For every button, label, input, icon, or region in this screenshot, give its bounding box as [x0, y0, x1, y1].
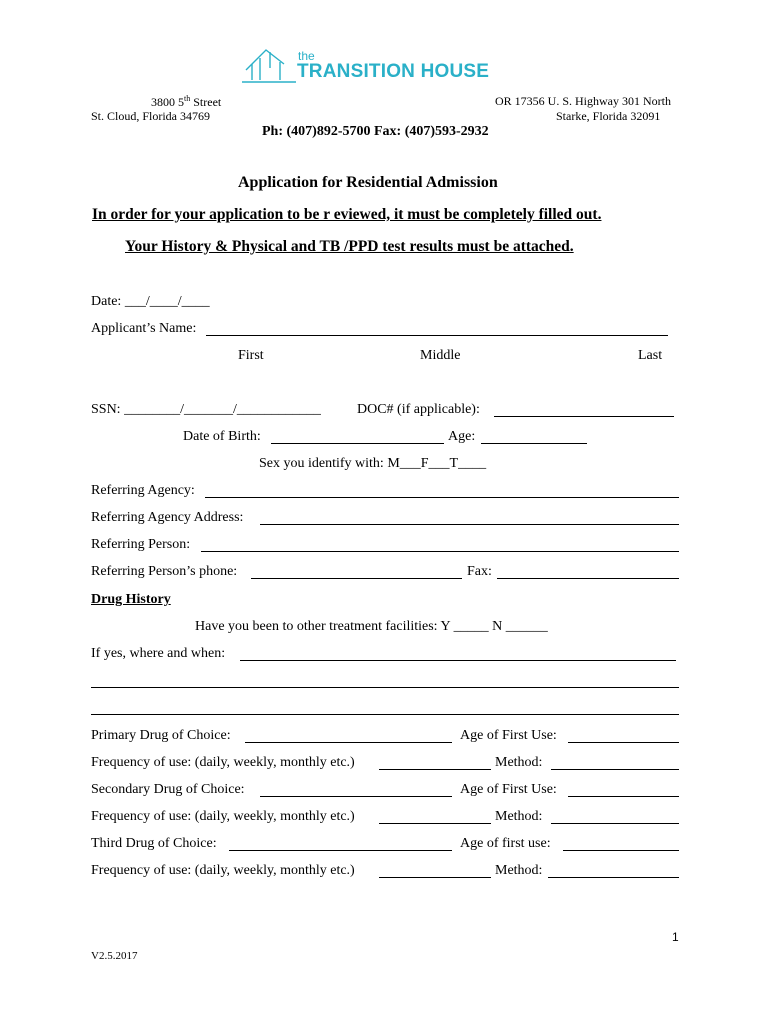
referring-agency-line[interactable] [205, 483, 679, 498]
fax-line[interactable] [497, 564, 679, 579]
age-first-use-2-label: Age of First Use: [460, 782, 557, 797]
frequency-1-label: Frequency of use: (daily, weekly, monthly etc.) [91, 755, 355, 770]
method-3-line[interactable] [548, 863, 679, 878]
page-number: 1 [672, 930, 679, 944]
age-label: Age: [448, 429, 476, 444]
ssn-field[interactable]: SSN: ________/_______/____________ [91, 402, 321, 417]
age-first-use-3-line[interactable] [563, 836, 679, 851]
age-first-use-2-line[interactable] [568, 782, 679, 797]
primary-drug-line[interactable] [245, 728, 452, 743]
logo-small-text: the [298, 49, 315, 63]
method-1-line[interactable] [551, 755, 679, 770]
third-drug-label: Third Drug of Choice: [91, 836, 217, 851]
age-line[interactable] [481, 429, 587, 444]
dob-line[interactable] [271, 429, 444, 444]
referring-person-line[interactable] [201, 537, 679, 552]
drug-history-heading: Drug History [91, 592, 171, 607]
doc-line[interactable] [494, 402, 674, 417]
frequency-3-line[interactable] [379, 863, 491, 878]
age-first-use-1-label: Age of First Use: [460, 728, 557, 743]
sex-field[interactable]: Sex you identify with: M___F___T____ [259, 456, 487, 471]
if-yes-label: If yes, where and when: [91, 646, 226, 661]
age-first-use-1-line[interactable] [568, 728, 679, 743]
referring-phone-label: Referring Person’s phone: [91, 564, 238, 579]
name-middle-caption: Middle [420, 348, 461, 363]
doc-label: DOC# (if applicable): [357, 402, 480, 417]
secondary-drug-line[interactable] [260, 782, 452, 797]
age-first-use-3-label: Age of first use: [460, 836, 551, 851]
address-left-line1: 3800 5th Street [151, 94, 222, 109]
method-1-label: Method: [495, 755, 543, 770]
address-right-line2: Starke, Florida 32091 [556, 109, 661, 123]
method-3-label: Method: [495, 863, 543, 878]
referring-agency-address-label: Referring Agency Address: [91, 510, 244, 525]
if-yes-extra-line-2[interactable] [91, 714, 679, 715]
logo [240, 44, 540, 88]
applicant-name-line[interactable] [206, 321, 668, 336]
referring-phone-line[interactable] [251, 564, 462, 579]
date-field[interactable]: Date: ___/____/____ [91, 294, 210, 309]
third-drug-line[interactable] [229, 836, 452, 851]
version-label: V2.5.2017 [91, 950, 138, 962]
dob-label: Date of Birth: [183, 429, 261, 444]
method-2-line[interactable] [551, 809, 679, 824]
primary-drug-label: Primary Drug of Choice: [91, 728, 231, 743]
frequency-1-line[interactable] [379, 755, 491, 770]
referring-agency-address-line[interactable] [260, 510, 679, 525]
referring-agency-label: Referring Agency: [91, 483, 195, 498]
frequency-2-label: Frequency of use: (daily, weekly, monthly etc.) [91, 809, 355, 824]
name-last-caption: Last [638, 348, 663, 363]
if-yes-line[interactable] [240, 646, 676, 661]
other-facilities-field[interactable]: Have you been to other treatment facilities: Y _____ N ______ [195, 619, 548, 634]
secondary-drug-label: Secondary Drug of Choice: [91, 782, 245, 797]
instruction-line2: Your History & Physical and TB /PPD test results must be attached. [125, 238, 574, 255]
frequency-3-label: Frequency of use: (daily, weekly, monthly etc.) [91, 863, 355, 878]
fax-label: Fax: [467, 564, 492, 579]
applicant-name-label: Applicant’s Name: [91, 321, 197, 336]
frequency-2-line[interactable] [379, 809, 491, 824]
house-outline-icon [240, 44, 300, 86]
method-2-label: Method: [495, 809, 543, 824]
instruction-line1: In order for your application to be r eviewed, it must be completely filled out. [92, 206, 602, 223]
name-first-caption: First [238, 348, 264, 363]
phone-fax: Ph: (407)892-5700 Fax: (407)593-2932 [262, 124, 489, 139]
address-left-line2: St. Cloud, Florida 34769 [91, 109, 211, 123]
page-title: Application for Residential Admission [238, 174, 498, 191]
if-yes-extra-line-1[interactable] [91, 687, 679, 688]
address-right-line1: OR 17356 U. S. Highway 301 North [495, 94, 671, 108]
referring-person-label: Referring Person: [91, 537, 191, 552]
logo-name: TRANSITION HOUSE [297, 61, 490, 82]
